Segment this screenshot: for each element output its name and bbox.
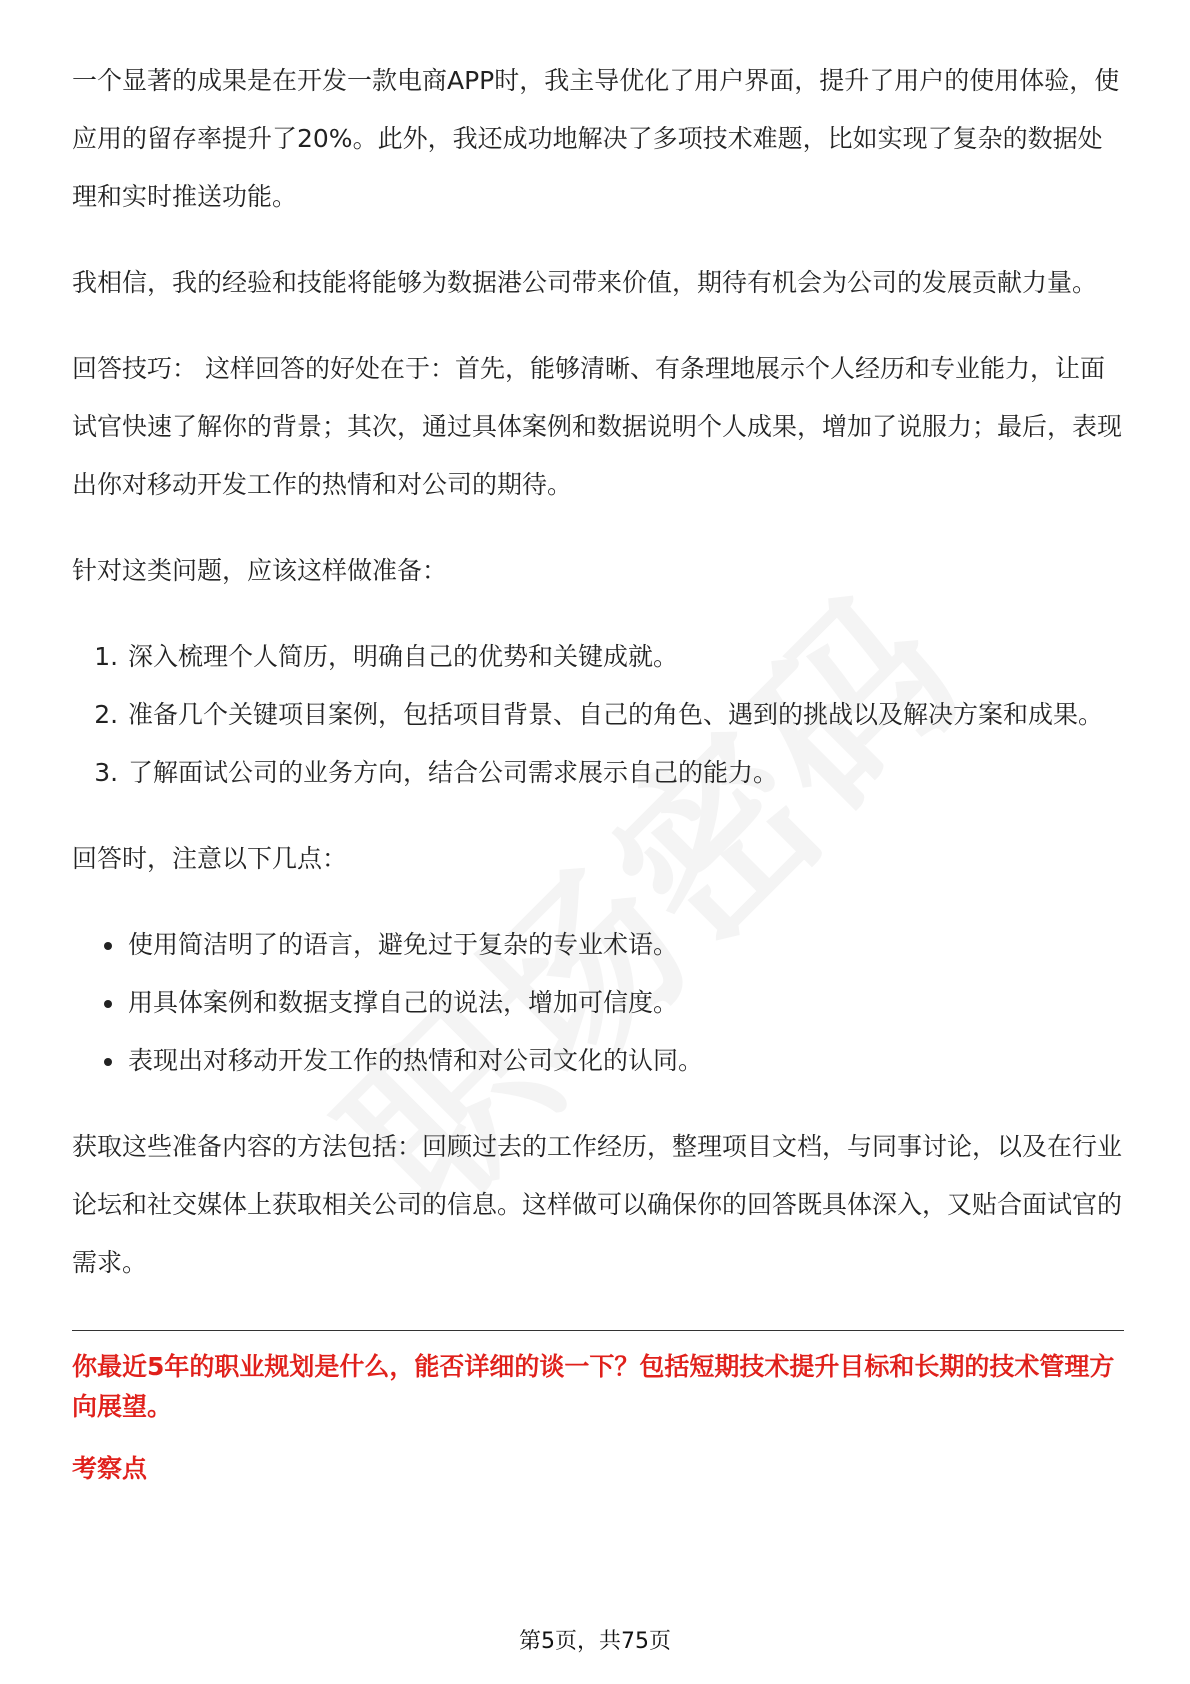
section-divider [72, 1330, 1124, 1331]
paragraph-answer-tips: 回答技巧： 这样回答的好处在于：首先，能够清晰、有条理地展示个人经历和专业能力，让面试官快速了解你的背景；其次，通过具体案例和数据说明个人成果，增加了说服力；最后，表现出你对移动开发工作的热情和对公司的期待。 [72, 354, 1123, 499]
preparation-steps-list [72, 628, 1124, 802]
list-item: 1. 深入梳理个人简历，明确自己的优势和关键成就。 [126, 628, 1124, 686]
answer-notes-list [72, 916, 1124, 1090]
list-item: 2. 准备几个关键项目案例，包括项目背景、自己的角色、遇到的挑战以及解决方案和成果。 [126, 686, 1124, 744]
document-page [72, 52, 1124, 1489]
list-item: • 使用简洁明了的语言，避免过于复杂的专业术语。 [126, 916, 1124, 974]
page-footer: 第5页，共75页 [519, 1629, 671, 1654]
list-item: • 用具体案例和数据支撑自己的说法，增加可信度。 [126, 974, 1124, 1032]
section-label: 考察点 [72, 1454, 148, 1483]
interview-question: 你最近5年的职业规划是什么，能否详细的谈一下？包括短期技术提升目标和长期的技术管理方向展望。 [72, 1352, 1115, 1421]
paragraph-achievement: 一个显著的成果是在开发一款电商APP时，我主导优化了用户界面，提升了用户的使用体验，使应用的留存率提升了20%。此外，我还成功地解决了多项技术难题，比如实现了复杂的数据处理和实时推送功能。 [72, 66, 1120, 211]
paragraph-closing: 我相信，我的经验和技能将能够为数据港公司带来价值，期待有机会为公司的发展贡献力量。 [72, 268, 1098, 297]
paragraph-preparation-intro: 针对这类问题，应该这样做准备： [72, 556, 448, 585]
paragraph-notes-intro: 回答时，注意以下几点： [72, 844, 348, 873]
list-item: 3. 了解面试公司的业务方向，结合公司需求展示自己的能力。 [126, 744, 1124, 802]
list-item: • 表现出对移动开发工作的热情和对公司文化的认同。 [126, 1032, 1124, 1090]
paragraph-methods: 获取这些准备内容的方法包括：回顾过去的工作经历，整理项目文档，与同事讨论，以及在行业论坛和社交媒体上获取相关公司的信息。这样做可以确保你的回答既具体深入，又贴合面试官的需求。 [72, 1132, 1123, 1277]
